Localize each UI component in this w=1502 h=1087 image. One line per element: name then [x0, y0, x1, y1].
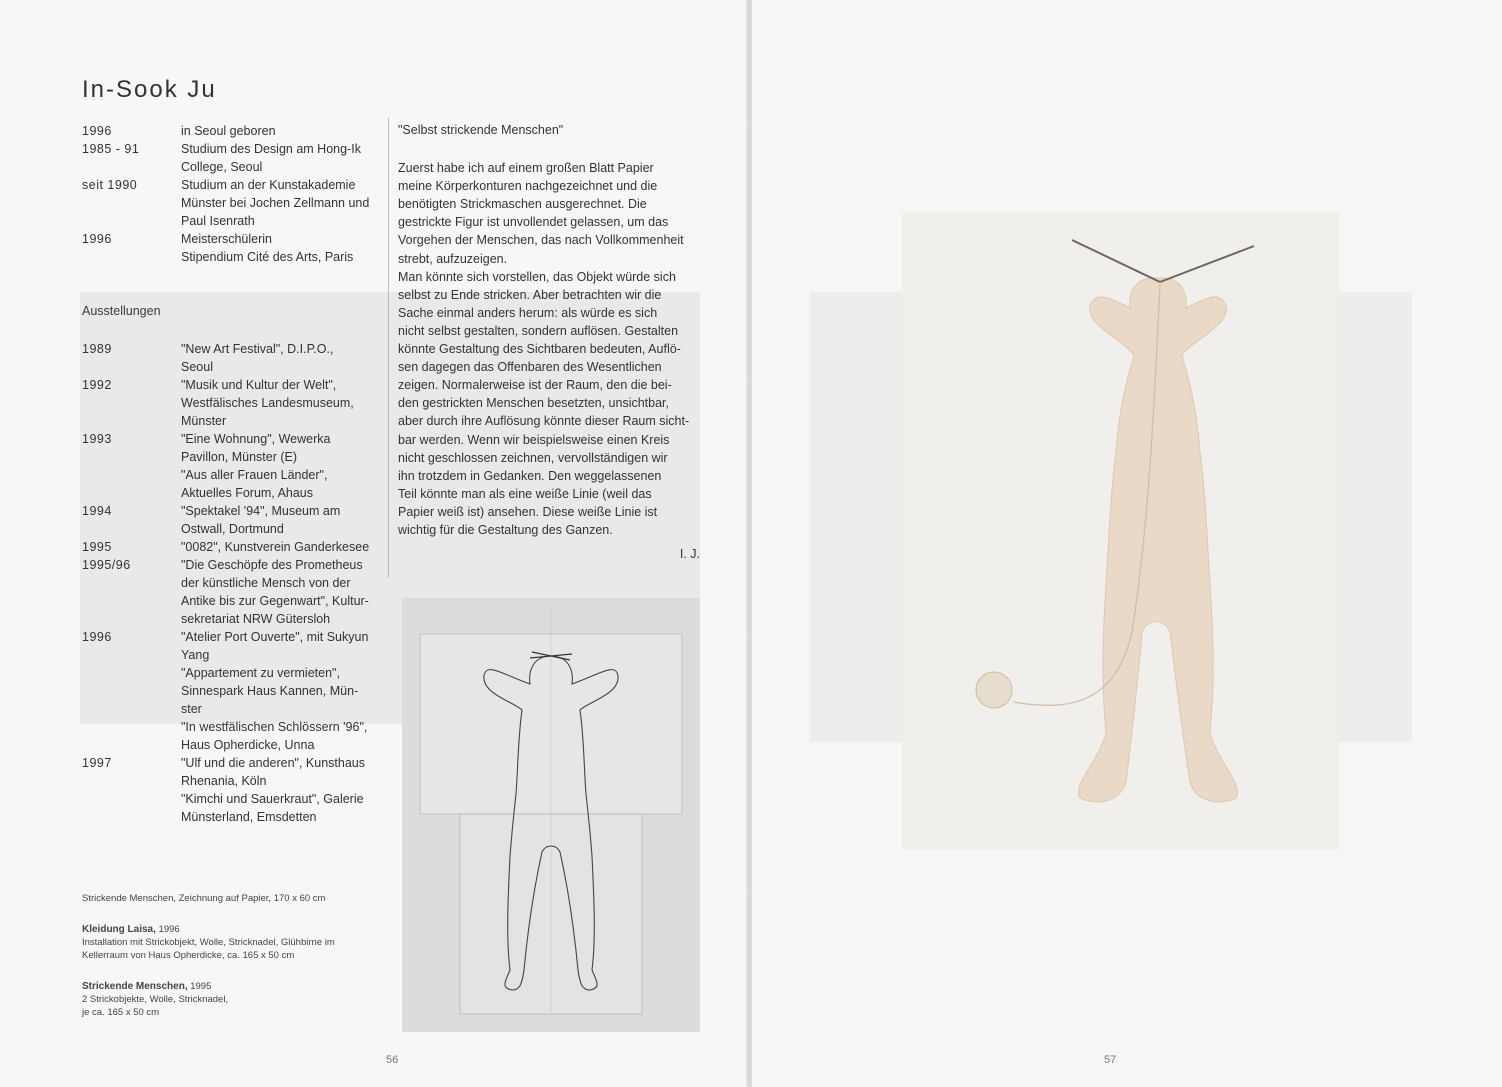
image-captions	[82, 892, 382, 1037]
entry-line: Studium an der Kunstakademie	[181, 178, 356, 192]
statement-line: aber durch ihre Auflösung könnte dieser Raum sicht-	[398, 414, 690, 429]
statement-line: meine Körperkonturen nachgezeichnet und die	[398, 179, 658, 194]
statement-line: nicht selbst gestalten, sondern auflösen. Gestalten	[398, 323, 679, 338]
year-label: 1985 - 91	[82, 142, 140, 156]
statement-line: gestrickte Figur ist unvollendet gelassen, um das	[398, 215, 669, 230]
list-item	[82, 340, 382, 376]
entry-line: Rhenania, Köln	[181, 774, 267, 788]
statement-line: sen dagegen das Offenbaren des Wesentlichen	[398, 360, 662, 375]
entry-line: Westfälisches Landesmuseum,	[181, 396, 354, 410]
statement-line: zeigen. Normalerweise ist der Raum, den die bei-	[398, 378, 672, 393]
statement-line: wichtig für die Gestaltung des Ganzen.	[398, 522, 613, 537]
year-label: 1989	[82, 342, 112, 356]
entry-line: Haus Opherdicke, Unna	[181, 738, 315, 752]
list-item	[82, 754, 382, 826]
year-label: 1994	[82, 504, 112, 518]
caption-kleidung-title: Kleidung Laisa,	[82, 924, 156, 935]
entry-text	[181, 628, 382, 754]
caption-kleidung-year: 1996	[155, 924, 180, 935]
year-label: 1992	[82, 378, 112, 392]
entry-line: Seoul	[181, 360, 213, 374]
artist-name: In-Sook Ju	[82, 76, 217, 104]
drawing-photo	[402, 598, 700, 1032]
entry-line: "0082", Kunstverein Ganderkesee	[181, 540, 370, 554]
year-label: 1996	[82, 124, 112, 138]
caption-kleidung-line1: Installation mit Strickobjekt, Wolle, Stricknadel, Glühbirne im	[82, 937, 335, 948]
statement-line: bar werden. Wenn wir beispielsweise einen Kreis	[398, 432, 670, 447]
column-divider	[388, 118, 389, 578]
year-label: 1996	[82, 630, 112, 644]
artist-statement	[398, 121, 700, 563]
left-page	[0, 0, 748, 1087]
statement-line: strebt, aufzuzeigen.	[398, 251, 508, 266]
entry-line: Aktuelles Forum, Ahaus	[181, 486, 314, 500]
exhibitions-list	[82, 340, 382, 826]
entry-line: "Ulf und die anderen", Kunsthaus	[181, 756, 365, 770]
year-label: 1997	[82, 756, 112, 770]
statement-text	[398, 159, 700, 539]
statement-line: selbst zu Ende stricken. Aber betrachten wir die	[398, 287, 662, 302]
list-item	[82, 502, 382, 538]
right-page	[752, 0, 1502, 1087]
entry-text	[181, 340, 382, 376]
list-item	[82, 628, 382, 754]
caption-strickende-line2: je ca. 165 x 50 cm	[82, 1007, 160, 1018]
entry-line: in Seoul geboren	[181, 124, 276, 138]
caption-strickende-title: Strickende Menschen,	[82, 981, 188, 992]
statement-line: Papier weiß ist) ansehen. Diese weiße Linie ist	[398, 504, 658, 519]
entry-line: ster	[181, 702, 202, 716]
statement-line: den gestrickten Menschen besetzten, unsichtbar,	[398, 396, 669, 411]
list-item	[82, 230, 382, 266]
entry-line: "Spektakel '94", Museum am	[181, 504, 341, 518]
biography-list	[82, 122, 382, 266]
list-item	[82, 430, 382, 502]
entry-line: Münsterland, Emsdetten	[181, 810, 317, 824]
entry-line: "Aus aller Frauen Länder",	[181, 468, 328, 482]
entry-line: "Musik und Kultur der Welt",	[181, 378, 337, 392]
year-label: 1995/96	[82, 558, 131, 572]
entry-text	[181, 538, 382, 556]
list-item	[82, 556, 382, 628]
entry-line: "In westfälischen Schlössern '96",	[181, 720, 368, 734]
entry-line: Sinnespark Haus Kannen, Mün-	[181, 684, 359, 698]
statement-line: Man könnte sich vorstellen, das Objekt würde sich	[398, 269, 676, 284]
caption-kleidung-line2: Kellerraum von Haus Opherdicke, ca. 165 x 50 cm	[82, 950, 295, 961]
list-item	[82, 140, 382, 176]
statement-line: Zuerst habe ich auf einem großen Blatt Papier	[398, 161, 654, 176]
knitted-figure-photo	[902, 212, 1339, 849]
entry-line: der künstliche Mensch von der	[181, 576, 351, 590]
year-label: 1995	[82, 540, 112, 554]
entry-line: Paul Isenrath	[181, 214, 255, 228]
entry-line: Münster bei Jochen Zellmann und	[181, 196, 370, 210]
entry-line: Yang	[181, 648, 210, 662]
entry-line: "New Art Festival", D.I.P.O.,	[181, 342, 334, 356]
caption-strickende-line1: 2 Strickobjekte, Wolle, Stricknadel,	[82, 994, 229, 1005]
year-label: 1996	[82, 232, 112, 246]
entry-text	[181, 140, 382, 176]
entry-text	[181, 754, 382, 826]
entry-line: sekretariat NRW Gütersloh	[181, 612, 331, 626]
year-label: seit 1990	[82, 178, 138, 192]
entry-line: Studium des Design am Hong-Ik	[181, 142, 361, 156]
entry-line: "Die Geschöpfe des Prometheus	[181, 558, 363, 572]
entry-text	[181, 502, 382, 538]
statement-line: ihn trotzdem in Gedanken. Den weggelassenen	[398, 468, 662, 483]
statement-heading: "Selbst strickende Menschen"	[398, 123, 564, 137]
entry-line: "Kimchi und Sauerkraut", Galerie	[181, 792, 364, 806]
drawing-figure-image	[402, 598, 700, 1032]
entry-line: "Appartement zu vermieten",	[181, 666, 340, 680]
knitted-figure-image	[902, 212, 1339, 849]
entry-line: Pavillon, Münster (E)	[181, 450, 298, 464]
list-item	[82, 176, 382, 230]
exhibitions-heading: Ausstellungen	[82, 304, 161, 318]
entry-line: "Eine Wohnung", Wewerka	[181, 432, 331, 446]
entry-text	[181, 376, 382, 430]
page-number-right: 57	[1104, 1054, 1117, 1066]
statement-line: könnte Gestaltung des Sichtbaren bedeuten, Auflö-	[398, 342, 681, 357]
statement-line: Sache einmal anders herum: als würde es sich	[398, 305, 658, 320]
statement-line: Vorgehen der Menschen, das nach Vollkommenheit	[398, 233, 684, 248]
entry-line: "Atelier Port Ouverte", mit Sukyun	[181, 630, 369, 644]
list-item	[82, 376, 382, 430]
entry-line: College, Seoul	[181, 160, 263, 174]
entry-text	[181, 430, 382, 502]
statement-line: benötigten Strickmaschen ausgerechnet. Die	[398, 197, 647, 212]
caption-strickende	[82, 980, 382, 1019]
caption-strickende-year: 1995	[187, 981, 212, 992]
caption-drawing: Strickende Menschen, Zeichnung auf Papier, 170 x 60 cm	[82, 893, 326, 904]
entry-text	[181, 230, 382, 266]
entry-line: Ostwall, Dortmund	[181, 522, 284, 536]
list-item	[82, 122, 382, 140]
statement-line: nicht geschlossen zeichnen, vervollständigen wir	[398, 450, 668, 465]
entry-line: Antike bis zur Gegenwart", Kultur-	[181, 594, 369, 608]
entry-line: Meisterschülerin	[181, 232, 273, 246]
statement-line: Teil könnte man als eine weiße Linie (weil das	[398, 486, 652, 501]
entry-line: Stipendium Cité des Arts, Paris	[181, 250, 354, 264]
caption-kleidung	[82, 923, 382, 962]
entry-line: Münster	[181, 414, 227, 428]
entry-text	[181, 176, 382, 230]
entry-text	[181, 556, 382, 628]
list-item	[82, 538, 382, 556]
entry-text	[181, 122, 382, 140]
year-label: 1993	[82, 432, 112, 446]
statement-signature: I. J.	[679, 547, 700, 562]
page-number-left: 56	[386, 1054, 399, 1066]
